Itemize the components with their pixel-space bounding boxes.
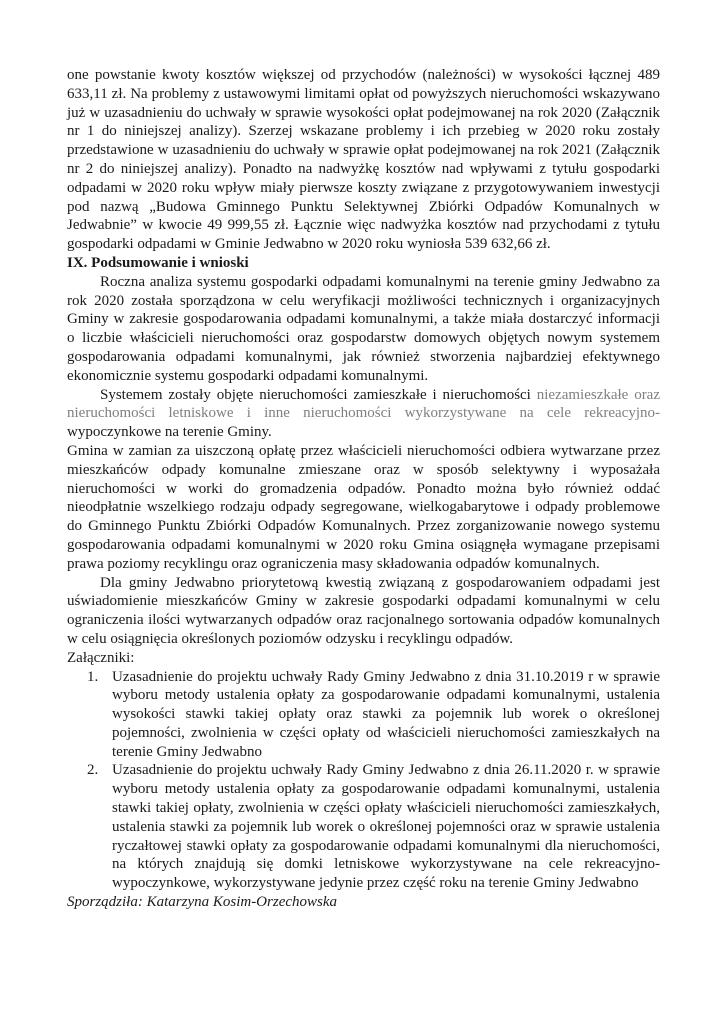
attachment-item-2-text: Uzasadnienie do projektu uchwały Rady Gminy Jedwabno z dnia 26.11.2020 r. w sprawie wyboru metody ustalenia opłaty za gospodarowanie odpadami komunalnymi, ustalenia stawki takiej opłaty, zwolnienia w części opłaty właścicieli nieruchomości zamieszkałych, ustalenia stawki za pojemnik lub worek o określonej pojemności oraz w sprawie ustalenia ryczałtowej stawki opłaty za gospodarowanie odpadami komunalnymi dla nieruchomości, na których znajdują się domki letniskowe wykorzystywane na cele rekreacyjno-wypoczynkowe, wykorzystywane jedynie przez część roku na terenie Gminy Jedwabno <box>112 762 660 892</box>
attachment-item-2 <box>67 761 660 893</box>
summary-paragraph-3: Gmina w zamian za uiszczoną opłatę przez właścicieli nieruchomości odbiera wytwarzane przez mieszkańców odpady komunalne zmieszane oraz w sposób selektywny i wyposażała nieruchomości w worki do gromadzenia odpadów. Ponadto można było również oddać nieodpłatnie wszelkiego rodzaju odpady segregowane, wielkogabarytowe i odpady problemowe do Gminnego Punktu Zbiórki Odpadów Komunalnych. Przez zorganizowanie nowego systemu gospodarowania odpadami komunalnymi w 2020 roku Gmina osiągnęła wymagane przepisami prawa poziomy recyklingu oraz ograniczenia masy składowania odpadów komunalnych. <box>67 442 660 572</box>
author-line: Sporządziła: Katarzyna Kosim-Orzechowska <box>67 894 338 911</box>
attachments-label: Załączniki: <box>67 649 135 666</box>
attachment-item-1-number: 1. <box>87 668 99 685</box>
summary-paragraph-2-run-muted: niezamieszkałe oraz nieruchomości letniskowe i inne nieruchomości wykorzystywane na cele rekreacyjno- <box>67 386 660 422</box>
attachment-item-1-text: Uzasadnienie do projektu uchwały Rady Gminy Jedwabno z dnia 31.10.2019 r w sprawie wyboru metody ustalenia opłaty za gospodarowanie odpadami komunalnymi, ustalenia wysokości stawki takiej opłaty oraz stawki za pojemnik lub worek o określonej pojemności, zwolnienia w części opłaty od właścicieli nieruchomości zamieszkałych na terenie Gminy Jedwabno <box>112 668 660 760</box>
summary-paragraph-2-run-3: wypoczynkowe na terenie Gminy. <box>67 424 272 441</box>
attachment-list <box>67 668 660 894</box>
attachment-item-2-number: 2. <box>87 762 99 779</box>
section-heading-podsumowanie: IX. Podsumowanie i wnioski <box>67 254 249 271</box>
summary-paragraph-1: Roczna analiza systemu gospodarki odpadami komunalnymi na terenie gminy Jedwabno za rok 2020 została sporządzona w celu weryfikacji możliwości technicznych i organizacyjnych Gminy w zakresie gospodarowania odpadami komunalnymi, a także miała dostarczyć informacji o liczbie właścicieli nieruchomości oraz gospodarstw domowych objętych nowym systemem gospodarowania odpadami komunalnymi, jak również stworzenia najbardziej efektywnego ekonomicznie systemu gospodarki odpadami komunalnymi. <box>67 273 660 384</box>
summary-paragraph-4: Dla gminy Jedwabno priorytetową kwestią związaną z gospodarowaniem odpadami jest uświadomienie mieszkańców Gminy w zakresie gospodarki odpadami komunalnymi w celu ograniczenia ilości wytwarzanych odpadów oraz racjonalnego sortowania odpadów komunalnych w celu osiągnięcia określonych poziomów odzysku i recyklingu odpadów. <box>67 574 660 647</box>
summary-paragraph-2 <box>67 386 660 442</box>
intro-paragraph: one powstanie kwoty kosztów większej od przychodów (należności) w wysokości łącznej 489 633,11 zł. Na problemy z ustawowymi limitami opłat od powyższych nieruchomości wskazywano już w uzasadnieniu do uchwały w sprawie wysokości opłat podejmowanej na rok 2020 (Załącznik nr 1 do niniejszej analizy). Szerzej wskazane problemy i ich przebieg w 2020 roku zostały przedstawione w uzasadnieniu do uchwały w sprawie opłat podejmowanej na rok 2021 (Załącznik nr 2 do niniejszej analizy). Ponadto na nadwyżkę kosztów nad wpływami z tytułu gospodarki odpadami w 2020 roku wpływ miały pierwsze koszty związane z przygotowywaniem inwestycji pod nazwą „Budowa Gminnego Punktu Selektywnej Zbiórki Odpadów Komunalnych w Jedwabnie” w kwocie 49 999,55 zł. Łącznie więc nadwyżka kosztów nad przychodami z tytułu gospodarki odpadami w Gminie Jedwabno w 2020 roku wyniosła 539 632,66 zł. <box>67 67 660 253</box>
attachment-item-1 <box>67 668 660 762</box>
summary-paragraph-2-run-1: Systemem zostały objęte nieruchomości zamieszkałe i nieruchomości <box>100 386 537 403</box>
